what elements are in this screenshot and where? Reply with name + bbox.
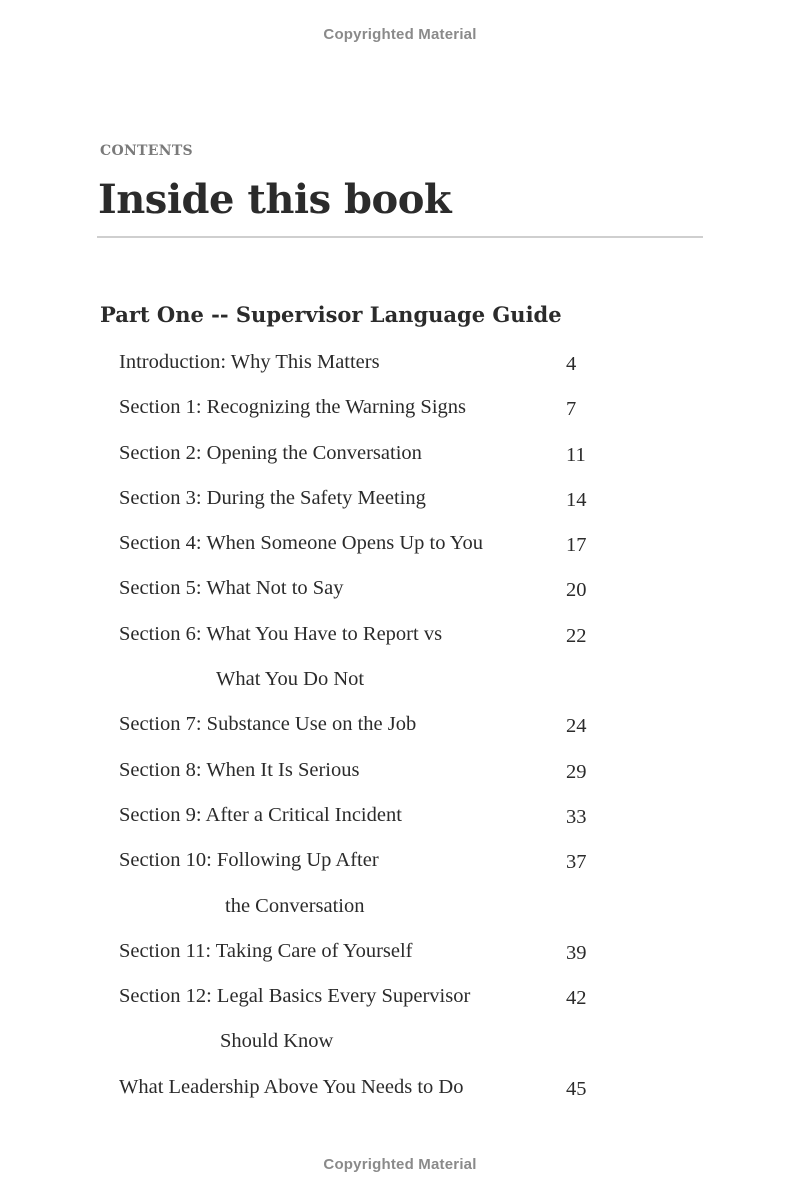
toc-entry-title: Section 2: Opening the Conversation (119, 441, 422, 464)
toc-entry-section-7[interactable] (119, 702, 639, 747)
toc-entry-title: Section 5: What Not to Say (119, 577, 344, 600)
toc-entry-section-9[interactable] (119, 793, 639, 838)
toc-entry-section-5[interactable] (119, 566, 639, 611)
toc-entry-continuation (119, 1019, 639, 1064)
contents-label: CONTENTS (100, 143, 193, 159)
toc-entry-title: What Leadership Above You Needs to Do (119, 1075, 464, 1098)
toc-entry-page: 7 (566, 398, 577, 421)
table-of-contents (119, 340, 639, 1110)
toc-entry-continuation (119, 657, 639, 702)
toc-entry-page: 24 (566, 715, 587, 738)
toc-entry-section-12[interactable] (119, 974, 639, 1019)
copyright-header: Copyrighted Material (323, 26, 477, 43)
toc-entry-section-10[interactable] (119, 838, 639, 883)
toc-entry-section-8[interactable] (119, 748, 639, 793)
toc-entry-title: Section 8: When It Is Serious (119, 758, 360, 781)
toc-entry-introduction[interactable] (119, 340, 639, 385)
toc-entry-page: 22 (566, 624, 587, 647)
copyright-footer: Copyrighted Material (323, 1156, 477, 1173)
toc-entry-continuation (119, 884, 639, 929)
toc-entry-title: Section 10: Following Up After (119, 849, 379, 872)
toc-entry-title: Section 4: When Someone Opens Up to You (119, 532, 484, 555)
toc-entry-title-continuation: Should Know (220, 1030, 334, 1053)
toc-entry-title-continuation: What You Do Not (216, 668, 365, 691)
toc-entry-title: Section 9: After a Critical Incident (119, 803, 402, 826)
part-one-heading: Part One -- Supervisor Language Guide (100, 302, 562, 327)
toc-entry-page: 14 (566, 488, 587, 511)
toc-entry-title: Section 1: Recognizing the Warning Signs (119, 396, 466, 419)
toc-entry-title: Section 12: Legal Basics Every Supervisor (119, 985, 471, 1008)
page-title: Inside this book (98, 176, 452, 223)
toc-entry-section-11[interactable] (119, 929, 639, 974)
toc-entry-page: 4 (566, 353, 577, 375)
toc-entry-title: Section 6: What You Have to Report vs (119, 622, 443, 645)
title-divider (97, 236, 703, 238)
toc-entry-title-continuation: the Conversation (225, 894, 365, 917)
toc-entry-title: Section 11: Taking Care of Yourself (119, 939, 413, 962)
toc-entry-page: 17 (566, 534, 587, 557)
toc-entry-section-3[interactable] (119, 476, 639, 521)
toc-entry-page: 11 (566, 443, 586, 466)
toc-entry-title: Introduction: Why This Matters (119, 351, 380, 373)
toc-entry-section-6[interactable] (119, 612, 639, 657)
toc-entry-leadership[interactable] (119, 1065, 639, 1110)
toc-entry-section-2[interactable] (119, 431, 639, 476)
toc-entry-page: 37 (566, 851, 587, 874)
toc-entry-page: 42 (566, 987, 587, 1010)
toc-entry-section-4[interactable] (119, 521, 639, 566)
toc-entry-page: 29 (566, 760, 587, 783)
toc-entry-page: 20 (566, 579, 587, 602)
toc-entry-title: Section 3: During the Safety Meeting (119, 486, 426, 509)
toc-entry-page: 39 (566, 941, 587, 964)
toc-entry-page: 33 (566, 805, 587, 828)
toc-entry-title: Section 7: Substance Use on the Job (119, 713, 417, 736)
toc-entry-section-1[interactable] (119, 385, 639, 430)
toc-entry-page: 45 (566, 1077, 587, 1100)
